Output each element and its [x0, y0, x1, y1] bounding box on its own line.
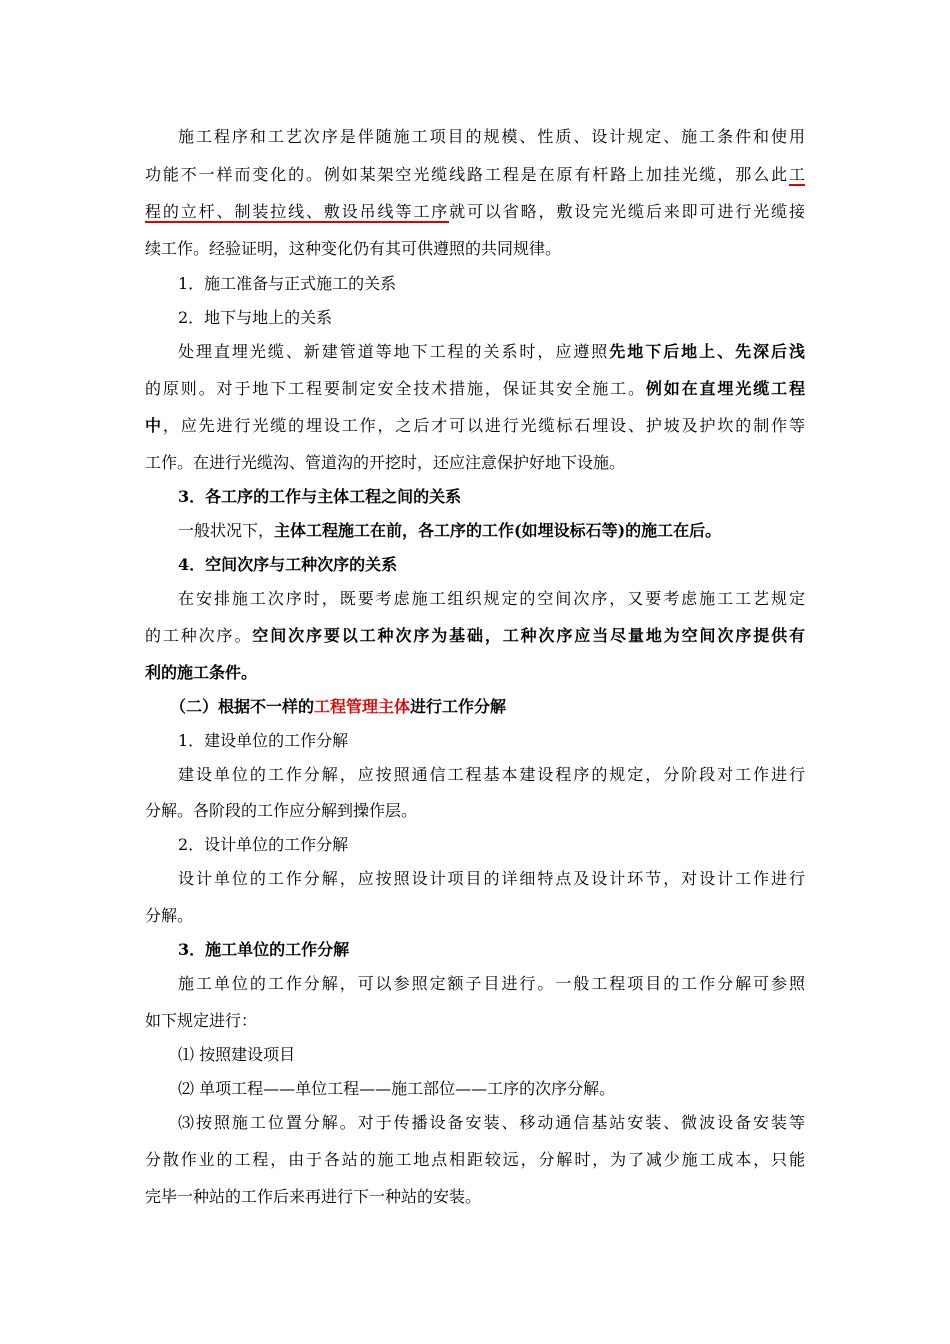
bold-text: 空间次序要以工种次序为基础，工种次序应当尽量地为空间次序提供有: [252, 626, 805, 645]
paragraph-line: 建设单位的工作分解，应按照通信工程基本建设程序的规定，分阶段对工作进行: [178, 765, 805, 784]
bold-text: 主体工程施工在前，各工序的工作(如埋设标石等)的施工在后。: [274, 521, 722, 540]
paragraph-line: 完毕一种站的工作后来再进行下一种站的安装。: [145, 1187, 482, 1206]
paragraph-line: 续工作。经验证明，这种变化仍有其可供遵照的共同规律。: [145, 239, 562, 258]
underlined-text: 程的立杆、制装拉线、敷设吊线等工序: [145, 202, 450, 221]
bold-text: 例如在直埋光缆工程: [645, 379, 805, 398]
paragraph-line: 施工程序和工艺次序是伴随施工项目的规模、性质、设计规定、施工条件和使用: [178, 127, 805, 146]
heading-text: （二）根据不一样的: [170, 697, 315, 716]
heading-text: 进行工作分解: [410, 697, 507, 716]
paragraph-line: 设计单位的工作分解，应按照设计项目的详细特点及设计环节，对设计工作进行: [178, 869, 805, 888]
paragraph-line: 分解。: [145, 906, 194, 925]
paragraph-line: 如下规定进行：: [145, 1011, 258, 1030]
paragraph-line: [145, 202, 805, 222]
paragraph-line: 工作。在进行光缆沟、管道沟的开挖时，还应注意保护好地下设施。: [145, 453, 626, 472]
section-heading: 3．各工序的工作与主体工程之间的关系: [178, 487, 462, 506]
paragraph-line: 在安排施工次序时，既要考虑施工组织规定的空间次序，又要考虑施工工艺规定: [178, 589, 805, 608]
text-run: 的工种次序。: [145, 626, 253, 645]
text-run: 处理直埋光缆、新建管道等地下工程的关系时，应遵照: [178, 342, 610, 361]
paragraph-line: [145, 626, 805, 646]
list-item: ⑵ 单项工程——单位工程——施工部位——工序的次序分解。: [178, 1079, 616, 1098]
section-heading: [170, 697, 797, 717]
highlighted-text: 工程管理主体: [314, 697, 411, 716]
paragraph-line: [178, 521, 805, 541]
list-heading: 1．施工准备与正式施工的关系: [178, 274, 397, 293]
paragraph-line: [145, 416, 805, 436]
paragraph-line: 分解。各阶段的工作应分解到操作层。: [145, 801, 418, 820]
underlined-text: 工: [788, 165, 805, 184]
text-run: 功能不一样而变化的。例如某架空光缆线路工程是在原有杆路上加挂光缆，那么此: [145, 165, 789, 184]
list-item: ⑴ 按照建设项目: [178, 1045, 296, 1064]
section-heading: 4．空间次序与工种次序的关系: [178, 555, 398, 574]
list-item: ⑶按照施工位置分解。对于传播设备安装、移动通信基站安装、微波设备安装等: [178, 1113, 805, 1132]
paragraph-line: [178, 342, 805, 362]
list-heading: 1．建设单位的工作分解: [178, 731, 349, 750]
paragraph-line: [145, 165, 805, 185]
paragraph-line: 施工单位的工作分解，可以参照定额子目进行。一般工程项目的工作分解可参照: [178, 974, 805, 993]
paragraph-line: [145, 379, 805, 399]
text-run: ，应先进行光缆的埋设工作，之后才可以进行光缆标石埋设、护坡及护坎的制作等: [162, 416, 805, 435]
section-heading: 3．施工单位的工作分解: [178, 940, 350, 959]
text-run: 的原则。对于地下工程要制定安全技术措施，保证其安全施工。: [145, 379, 646, 398]
bold-text: 中: [145, 416, 163, 435]
list-heading: 2．地下与地上的关系: [178, 308, 333, 327]
text-run: 一般状况下，: [178, 521, 275, 540]
paragraph-line: 分散作业的工程，由于各站的施工地点相距较远，分解时，为了减少施工成本，只能: [145, 1150, 805, 1169]
text-run: 就可以省略，敷设完光缆后来即可进行光缆接: [449, 202, 805, 221]
list-heading: 2．设计单位的工作分解: [178, 835, 349, 854]
bold-text: 先地下后地上、先深后浅: [609, 342, 805, 361]
paragraph-line: 利的施工条件。: [145, 663, 258, 682]
